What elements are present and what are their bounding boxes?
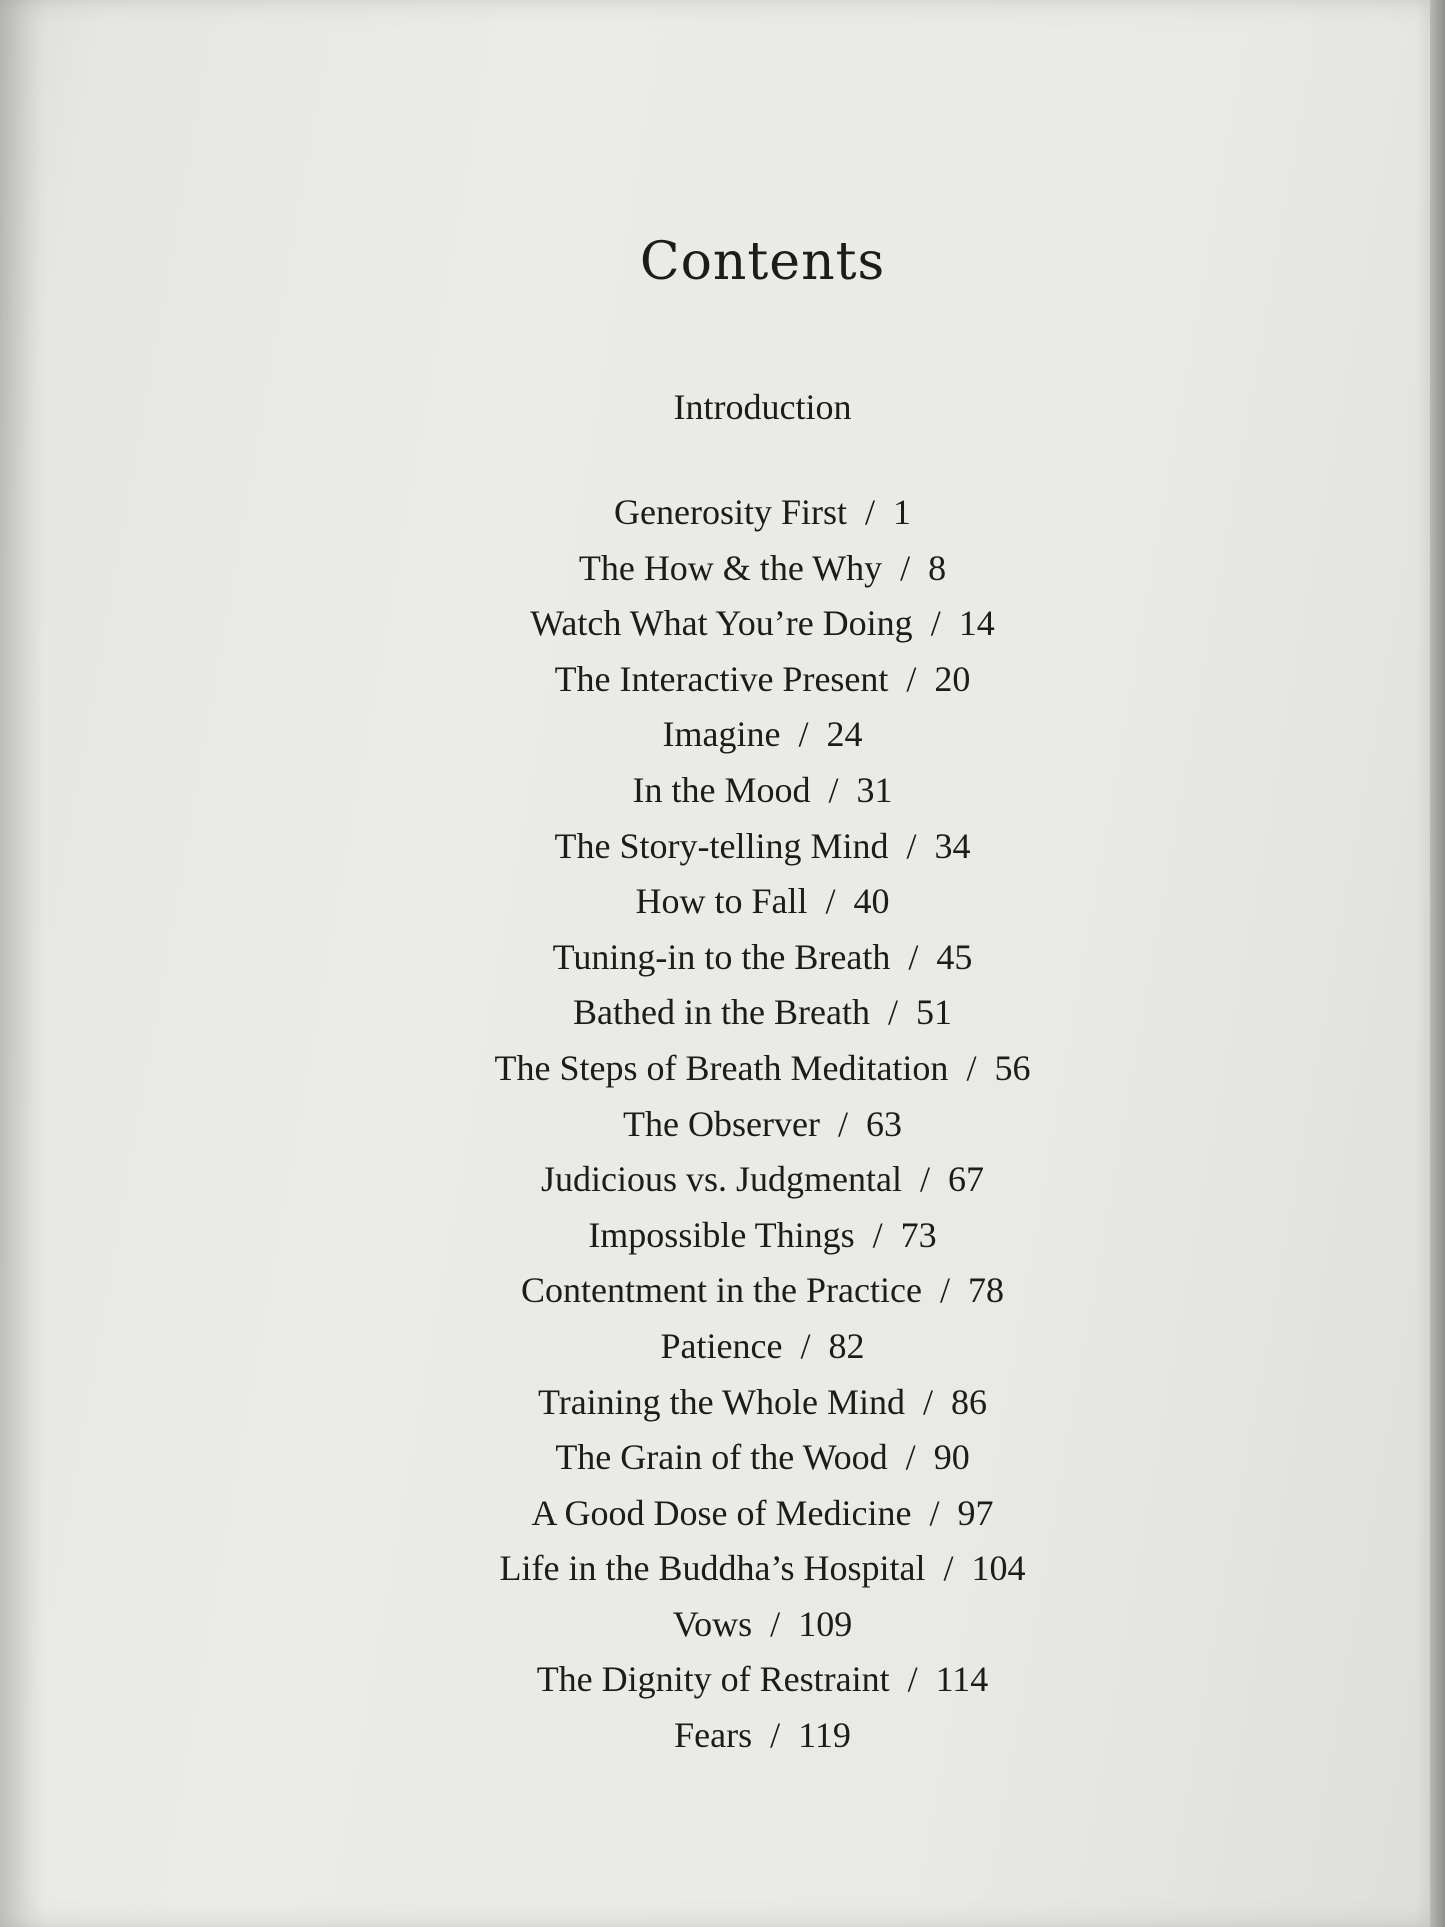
toc-entry-page-number: 97 bbox=[957, 1492, 994, 1533]
toc-entry-separator: / bbox=[828, 769, 839, 810]
toc-entry-page-number: 34 bbox=[934, 825, 971, 866]
toc-entry bbox=[0, 1430, 1445, 1486]
toc-entry bbox=[0, 1319, 1445, 1375]
toc-entry-separator: / bbox=[943, 1548, 954, 1589]
toc-entry-page-number: 56 bbox=[994, 1047, 1031, 1088]
toc-entry bbox=[0, 1652, 1445, 1708]
toc-entry-page-number: 63 bbox=[865, 1103, 902, 1144]
toc-entry-title: Impossible Things bbox=[588, 1214, 855, 1255]
toc-entry-title: The Interactive Present bbox=[554, 658, 889, 699]
toc-entry-page-number: 8 bbox=[928, 547, 947, 588]
toc-entry-separator: / bbox=[887, 992, 898, 1033]
toc-entry-page-number: 1 bbox=[893, 492, 911, 532]
toc-entry bbox=[0, 985, 1445, 1041]
toc-entry-page-number: 109 bbox=[798, 1603, 853, 1644]
toc-entry bbox=[0, 819, 1445, 875]
toc-entry bbox=[0, 930, 1445, 986]
toc-entry-separator: / bbox=[825, 881, 836, 922]
toc-entry-title: How to Fall bbox=[635, 881, 808, 922]
toc-entry-separator: / bbox=[906, 658, 917, 699]
toc-entry-title: The Dignity of Restraint bbox=[536, 1659, 890, 1700]
toc-entry-separator: / bbox=[907, 1659, 918, 1700]
toc-entry bbox=[0, 1486, 1445, 1542]
toc-entry bbox=[0, 1541, 1445, 1597]
toc-entry-separator: / bbox=[966, 1047, 977, 1088]
toc-entry-page-number: 20 bbox=[934, 658, 971, 699]
toc-entry-title: Life in the Buddha’s Hospital bbox=[499, 1548, 926, 1589]
toc-entry-page-number: 40 bbox=[853, 881, 890, 922]
toc-entry-title: The Story-telling Mind bbox=[554, 825, 889, 866]
toc-entry-page-number: 24 bbox=[826, 714, 863, 755]
toc-entry-title: Vows bbox=[672, 1603, 753, 1644]
toc-entry bbox=[0, 1097, 1445, 1153]
toc-entry-page-number: 14 bbox=[958, 603, 995, 644]
toc-entry-title: Patience bbox=[660, 1325, 783, 1366]
toc-entry-separator: / bbox=[908, 936, 919, 977]
toc-entry-separator: / bbox=[837, 1103, 848, 1144]
toc-entry bbox=[0, 1041, 1445, 1097]
toc-entry bbox=[0, 1375, 1445, 1431]
toc-entry-page-number: 90 bbox=[933, 1437, 970, 1478]
toc-entry-title: Imagine bbox=[662, 714, 781, 755]
toc-entry-separator: / bbox=[905, 1437, 916, 1478]
toc-entry bbox=[0, 1208, 1445, 1264]
toc-entry-page-number: 114 bbox=[935, 1659, 989, 1700]
toc-entry bbox=[0, 1708, 1445, 1764]
toc-entry-page-number: 82 bbox=[828, 1325, 865, 1366]
toc-introduction: Introduction bbox=[673, 387, 852, 427]
toc-entry-title: In the Mood bbox=[632, 769, 811, 810]
toc-entry-title: The Observer bbox=[623, 1103, 820, 1144]
toc-entry-page-number: 104 bbox=[971, 1548, 1026, 1589]
table-of-contents bbox=[0, 485, 1445, 1764]
toc-entry-separator: / bbox=[864, 492, 875, 532]
page-edge bbox=[1430, 0, 1445, 1927]
toc-entry-page-number: 67 bbox=[948, 1159, 984, 1200]
toc-entry bbox=[0, 874, 1445, 930]
toc-entry bbox=[0, 763, 1445, 819]
toc-entry-page-number: 51 bbox=[915, 992, 952, 1033]
toc-entry-title: Tuning-in to the Breath bbox=[552, 936, 891, 977]
toc-entry bbox=[0, 1597, 1445, 1653]
toc-entry-title: A Good Dose of Medicine bbox=[531, 1492, 912, 1533]
toc-entry-title: Training the Whole Mind bbox=[537, 1381, 905, 1422]
toc-entry-separator: / bbox=[929, 1492, 940, 1533]
toc-entry-title: Fears bbox=[674, 1715, 753, 1756]
toc-entry-separator: / bbox=[800, 1325, 811, 1366]
toc-entry-title: Contentment in the Practice bbox=[521, 1270, 922, 1311]
toc-entry-separator: / bbox=[770, 1715, 781, 1756]
toc-entry-separator: / bbox=[906, 825, 917, 866]
toc-entry-separator: / bbox=[798, 714, 809, 755]
toc-entry bbox=[0, 1152, 1445, 1208]
toc-entry-page-number: 45 bbox=[936, 936, 973, 977]
toc-entry-separator: / bbox=[919, 1159, 930, 1200]
toc-entry-title: The Steps of Breath Meditation bbox=[494, 1047, 949, 1088]
toc-entry-page-number: 31 bbox=[856, 769, 893, 810]
toc-entry-page-number: 119 bbox=[798, 1715, 851, 1756]
toc-entry-page-number: 73 bbox=[900, 1214, 937, 1255]
toc-entry-page-number: 78 bbox=[967, 1270, 1004, 1311]
toc-entry-separator: / bbox=[922, 1381, 933, 1422]
toc-entry bbox=[0, 485, 1445, 541]
toc-entry-title: The How & the Why bbox=[578, 547, 883, 588]
toc-entry bbox=[0, 541, 1445, 597]
toc-entry bbox=[0, 652, 1445, 708]
toc-entry bbox=[0, 596, 1445, 652]
toc-entry-separator: / bbox=[900, 547, 911, 588]
toc-entry-title: Watch What You’re Doing bbox=[530, 603, 913, 644]
toc-entry-page-number: 86 bbox=[951, 1381, 987, 1422]
toc-entry-title: Generosity First bbox=[614, 492, 847, 532]
toc-entry bbox=[0, 1263, 1445, 1319]
toc-entry bbox=[0, 707, 1445, 763]
toc-entry-separator: / bbox=[939, 1270, 950, 1311]
page-title: Contents bbox=[639, 232, 886, 292]
toc-entry-separator: / bbox=[770, 1603, 781, 1644]
toc-entry-separator: / bbox=[872, 1214, 883, 1255]
toc-entry-title: Bathed in the Breath bbox=[573, 992, 870, 1033]
toc-entry-title: Judicious vs. Judgmental bbox=[541, 1159, 902, 1200]
toc-entry-separator: / bbox=[930, 603, 941, 644]
toc-entry-title: The Grain of the Wood bbox=[555, 1437, 888, 1478]
